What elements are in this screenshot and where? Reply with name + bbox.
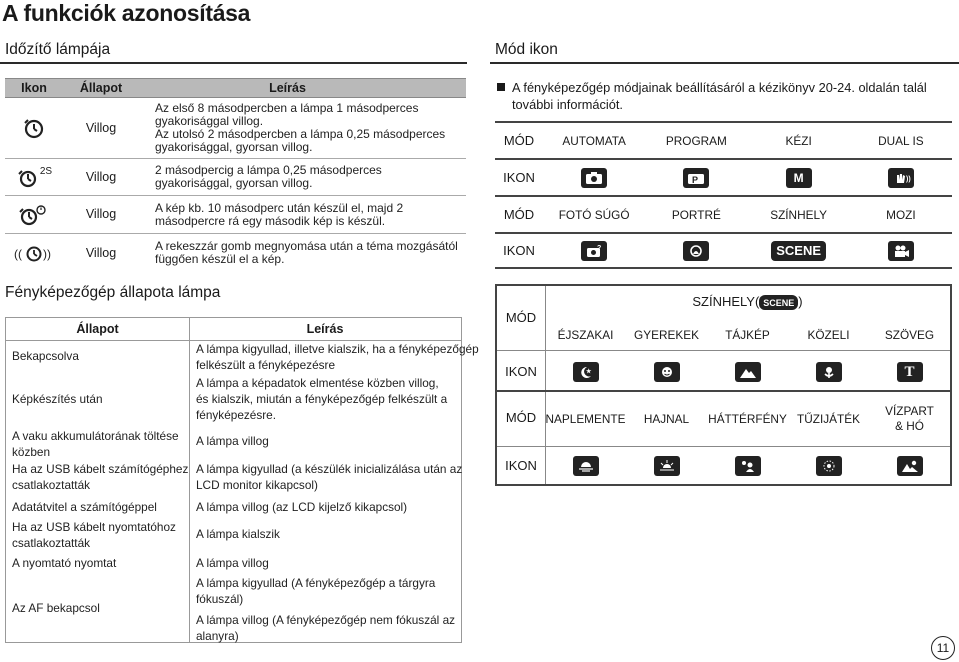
table-row [5,98,466,159]
scene-mode-row [545,324,950,346]
text-icon: T [897,362,923,382]
header-state: Állapot [79,81,123,95]
svg-text:)): )) [905,175,911,183]
scene-icon-row [545,452,950,480]
mode-cell: HÁTTÉRFÉNY [708,411,787,426]
desc-text [139,102,466,154]
mode-cell: SZÍNHELY [770,207,828,222]
desc-item: A lámpa kigyullad, illetve kialszik, ha a fényképezőgép felkészült a fényképezésre [196,342,479,372]
svg-text:?: ? [597,244,602,252]
column-divider [189,317,190,643]
mode-cell: SZÖVEG [884,327,935,342]
page-number: 11 [931,636,955,660]
self-timer-2s-icon [5,164,63,190]
desc-item: A lámpa villog [196,556,269,570]
photo-help-icon [581,241,607,261]
mode-cell: MOZI [886,207,916,222]
manual-icon: M [786,168,812,188]
dual-is-icon [888,168,914,188]
row-label-icon: IKON [505,364,537,379]
row-label-icon: IKON [503,170,535,185]
state-item: Az AF bekapcsol [12,601,100,615]
desc-item: A lámpa kigyullad (a készülék inicializálása után az LCD monitor kikapcsol) [196,462,463,492]
status-table-header [6,318,461,341]
scene-mode-row [545,398,950,440]
desc-line: Az első 8 másodpercben a lámpa 1 másodperces [155,101,419,115]
desc-text [139,202,466,228]
desc-text [139,164,466,190]
divider [497,350,950,351]
mode-cell: DUAL IS [878,133,924,148]
bullet-icon [497,83,505,91]
table-row [5,196,466,234]
state-text: Villog [85,120,117,135]
desc-item: A lámpa kialszik [196,527,280,541]
row-label-mode: MÓD [503,207,535,222]
fireworks-icon [816,456,842,476]
scene-badge-icon: SCENE [759,295,798,310]
timer-2s-label: 2S [39,165,53,177]
desc-item: A lámpa a képadatok elmentése közben villog, és kialszik, miután a fényképezőgép felkészült a fényképezésre. [196,376,448,422]
svg-text:P: P [692,174,699,185]
timer-table-header [5,78,466,98]
svg-text:)): )) [43,247,51,261]
mode-table [495,121,952,269]
scene-title: SZÍNHELY( SCENE ) [692,294,803,309]
mode-cell: NAPLEMENTE [545,411,626,426]
state-text: Villog [85,207,117,221]
backlight-icon [735,456,761,476]
state-item: A vaku akkumulátorának töltése közben [12,429,179,459]
children-icon [654,362,680,382]
desc-line: A kép kb. 10 másodperc után készül el, majd 2 [155,200,404,215]
row-label-mode: MÓD [505,310,537,325]
svg-text:((: (( [14,247,22,261]
header-desc: Leírás [269,81,306,95]
state-text: Villog [85,169,117,184]
state-item: Ha az USB kábelt nyomtatóhoz csatlakoztatták [12,520,176,550]
note-line: további információt. [512,97,623,112]
scene-icon: SCENE [771,241,826,261]
beach-snow-icon [897,456,923,476]
desc-item: A lámpa villog [196,434,269,448]
self-timer-10s-icon [5,115,63,141]
sunset-icon [573,456,599,476]
program-icon [683,168,709,188]
mode-cell: VÍZPART & HÓ [885,404,934,433]
state-item: Képkészítés után [12,392,103,406]
mode-cell: TŰZIJÁTÉK [797,411,860,426]
mode-cell: GYEREKEK [634,327,699,342]
mode-cell: PORTRÉ [671,207,721,222]
timer-table [5,78,466,272]
night-icon [573,362,599,382]
scene-icon-row [545,358,950,386]
desc-text [139,240,466,266]
icon-row [495,232,952,269]
status-table [5,317,479,643]
page-title: A funkciók azonosítása [2,0,251,26]
row-label-mode: MÓD [505,410,537,425]
desc-item: A lámpa kigyullad (A fényképezőgép a tárgyra fókuszál) [196,576,436,606]
divider [497,446,950,447]
desc-line: gyakorisággal, gyorsan villog. [155,140,313,154]
row-label-icon: IKON [505,458,537,473]
table-row [5,234,466,272]
desc-item: A lámpa villog (A fényképezőgép nem fókuszál az alanyra) [196,613,456,643]
landscape-icon [735,362,761,382]
mode-cell: HAJNAL [643,411,690,426]
state-item: A nyomtató nyomtat [12,556,117,570]
state-item: Ha az USB kábelt számítógéphez csatlakoztatták [12,462,189,492]
table-row [5,159,466,196]
desc-item: A lámpa villog (az LCD kijelző kikapcsol) [196,500,408,514]
portrait-icon [683,241,709,261]
timer-section-heading: Időzítő lámpája [0,41,467,64]
desc-line: függően készül el a kép. [155,252,285,266]
state-item: Bekapcsolva [12,349,79,363]
dawn-icon [654,456,680,476]
desc-line: 2 másodpercig a lámpa 0,25 másodperces [155,163,382,177]
state-item: Adatátvitel a számítógéppel [12,500,157,514]
desc-line: gyakorisággal, gyorsan villog. [155,176,313,190]
icon-row [495,158,952,195]
mode-row [495,121,952,158]
mode-row [495,195,952,232]
desc-line: Az utolsó 2 másodpercben a lámpa 0,25 másodperces [155,127,446,141]
header-desc: Leírás [306,322,344,336]
movie-icon [888,241,914,261]
desc-line: másodpercre rá egy második kép is készül. [155,213,386,228]
header-icon: Ikon [21,81,47,95]
divider [497,390,950,392]
mode-section-heading: Mód ikon [490,41,959,64]
motion-timer-icon [5,241,63,265]
state-text: Villog [85,245,117,260]
mode-cell: AUTOMATA [562,133,626,148]
mode-cell: KÉZI [785,133,812,148]
mode-cell: PROGRAM [665,133,727,148]
desc-line: gyakorisággal villog. [155,114,264,128]
auto-camera-icon [581,168,607,188]
double-self-timer-icon [5,202,63,228]
note-line: A fényképezőgép módjainak beállításáról a kézikönyv 20-24. oldalán talál [512,80,927,95]
scene-table [495,284,952,486]
header-state: Állapot [76,322,119,336]
camera-section-heading: Fényképezőgép állapota lámpa [5,284,221,301]
mode-cell: TÁJKÉP [725,327,770,342]
row-label-icon: IKON [503,243,535,258]
desc-line: A rekeszzár gomb megnyomása után a téma mozgásától [155,239,458,253]
mode-cell: KÖZELI [807,327,850,342]
status-table-body [6,341,479,643]
svg-text:★: ★ [585,369,591,375]
mode-note [497,79,937,113]
row-label-mode: MÓD [503,133,535,148]
mode-cell: FOTÓ SÚGÓ [558,207,630,222]
mode-cell: ÉJSZAKAI [557,327,614,342]
close-up-icon [816,362,842,382]
